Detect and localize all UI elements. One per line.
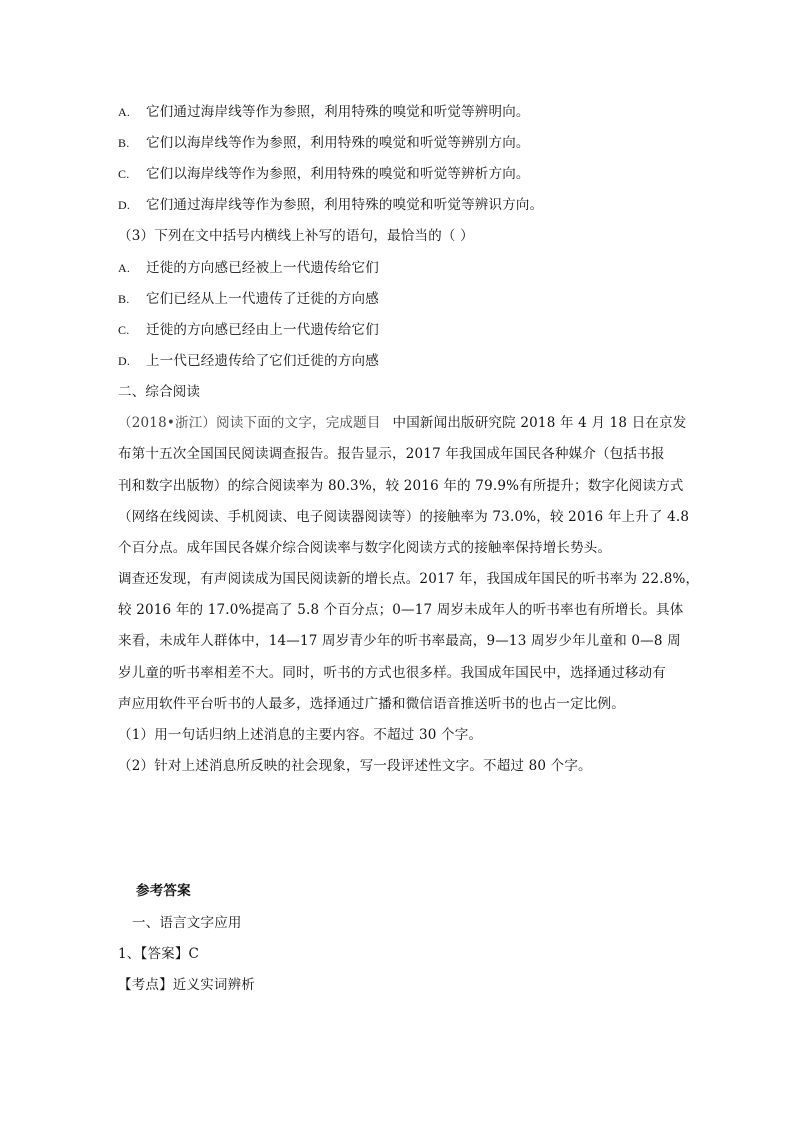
option-letter: A.	[118, 105, 131, 119]
option-letter: B.	[118, 292, 130, 306]
option-text: 它们已经从上一代遗传了迁徙的方向感	[146, 291, 379, 307]
source-citation: （2018•浙江）阅读下面的文字，完成题目	[118, 415, 381, 431]
option-text: 它们通过海岸线等作为参照，利用特殊的嗅觉和听觉等辨识方向。	[146, 197, 544, 213]
passage-line-3: 刊和数字出版物）的综合阅读率为 80.3%，较 2016 年的 79.9%有所提升；数字化阅读方式	[118, 478, 684, 494]
option-text: 它们以海岸线等作为参照，利用特殊的嗅觉和听觉等辨别方向。	[146, 135, 530, 151]
sub-question-1: （1）用一句话归纳上述消息的主要内容。不超过 30 个字。	[118, 727, 483, 743]
option-letter: B.	[118, 136, 130, 150]
option-letter: C.	[118, 167, 130, 181]
option-letter: D.	[118, 354, 131, 368]
option-text: 迁徙的方向感已经被上一代遗传给它们	[146, 260, 379, 276]
option-c-row	[118, 164, 530, 184]
option-text: 上一代已经遗传给了它们迁徙的方向感	[146, 353, 379, 369]
option-letter: D.	[118, 198, 131, 212]
option-text: 它们以海岸线等作为参照，利用特殊的嗅觉和听觉等辨析方向。	[146, 166, 530, 182]
q3-option-c-row	[118, 320, 379, 340]
section2-heading: 二、综合阅读	[118, 384, 201, 400]
q3-option-b-row	[118, 289, 379, 309]
option-a-row	[118, 102, 530, 122]
passage-line-6: 调查还发现，有声阅读成为国民阅读新的增长点。2017 年，我国成年国民的听书率为 22.8%，	[118, 571, 700, 587]
option-text: 它们通过海岸线等作为参照，利用特殊的嗅觉和听觉等辨明向。	[146, 104, 530, 120]
passage-line-8: 来看，未成年人群体中，14—17 周岁青少年的听书率最高，9—13 周岁少年儿童和 0—8 周	[118, 633, 681, 649]
option-letter: C.	[118, 323, 130, 337]
passage-line-10: 声应用软件平台听书的人最多，选择通过广播和微信语音推送听书的也占一定比例。	[118, 696, 625, 712]
passage-text: 中国新闻出版研究院 2018 年 4 月 18 日在京发	[392, 415, 687, 431]
option-letter: A.	[118, 261, 131, 275]
passage-line-4: （网络在线阅读、手机阅读、电子阅读器阅读等）的接触率为 73.0%，较 2016 年上升了 4.8	[118, 509, 690, 525]
answers-section1: 一、语言文字应用	[132, 915, 242, 931]
question3-stem: （3）下列在文中括号内横线上补写的语句，最恰当的（ ）	[118, 228, 474, 244]
option-text: 迁徙的方向感已经由上一代遗传给它们	[146, 322, 379, 338]
q3-option-a-row	[118, 258, 379, 278]
option-d-row	[118, 195, 543, 215]
passage-line-7: 较 2016 年的 17.0%提高了 5.8 个百分点；0—17 周岁未成年人的听书率也有所增长。具体	[118, 602, 684, 618]
passage-line-9: 岁儿童的听书率相差不大。同时，听书的方式也很多样。我国成年国民中，选择通过移动有	[118, 665, 666, 681]
answers-title: 参考答案	[136, 883, 191, 899]
sub-question-2: （2）针对上述消息所反映的社会现象，写一段评述性文字。不超过 80 个字。	[118, 758, 592, 774]
option-b-row	[118, 133, 530, 153]
answer-item-1-point: 【考点】近义实词辨析	[118, 977, 255, 993]
passage-line-2: 布第十五次全国国民阅读调查报告。报告显示，2017 年我国成年国民各种媒介（包括书报	[118, 446, 665, 462]
passage-line-1	[118, 413, 687, 433]
q3-option-d-row	[118, 351, 379, 371]
answer-item-1: 1、【答案】C	[118, 946, 200, 962]
passage-line-5: 个百分点。成年国民各媒介综合阅读率与数字化阅读方式的接触率保持增长势头。	[118, 540, 612, 556]
